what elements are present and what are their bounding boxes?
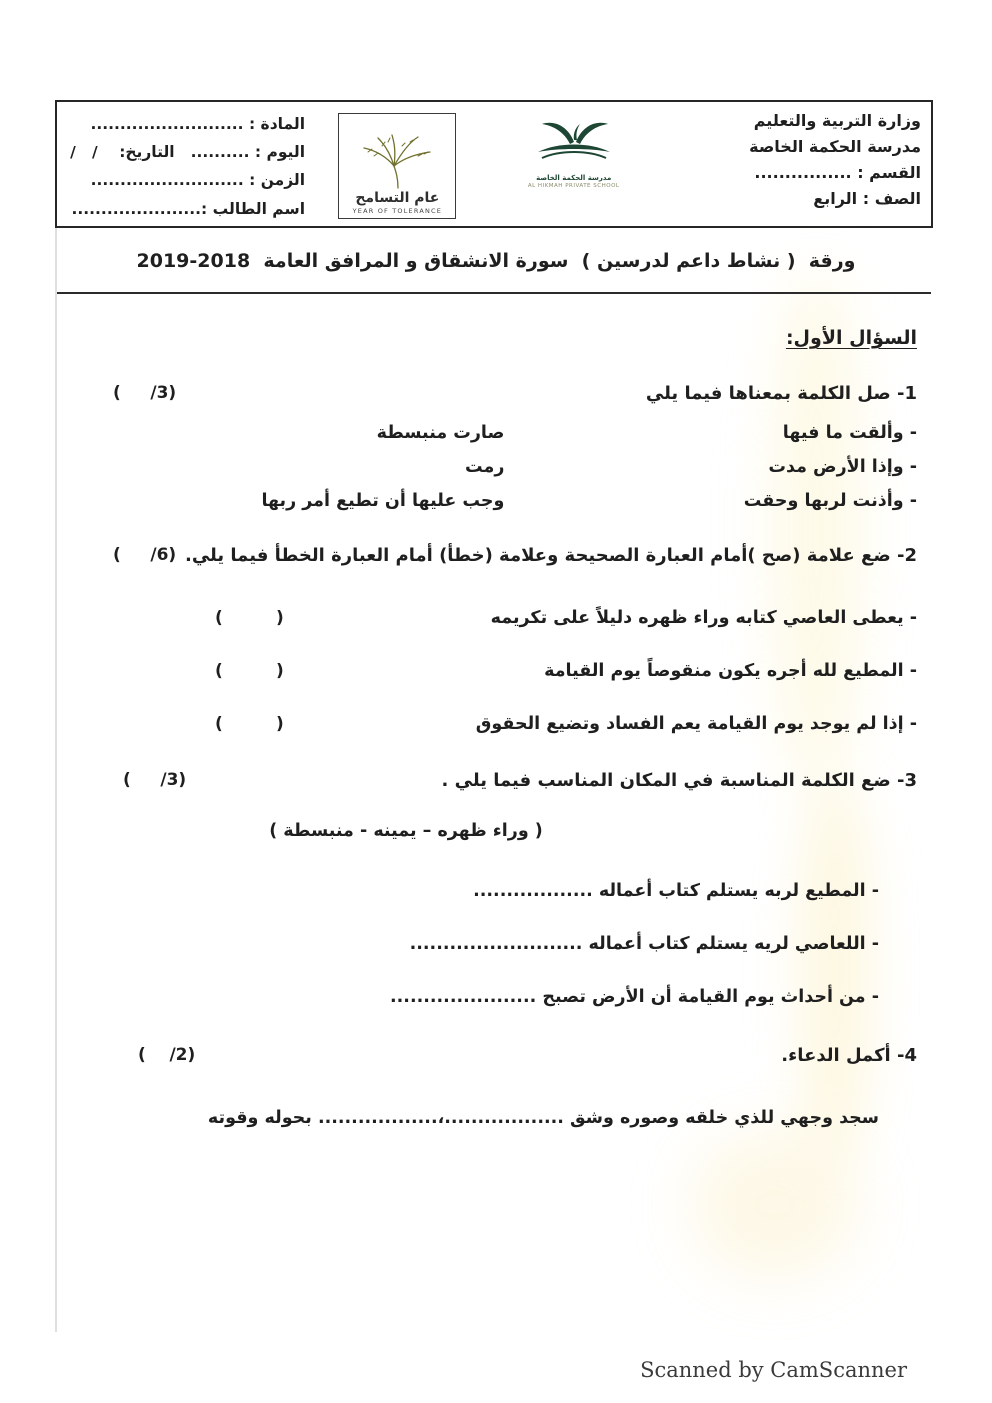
question-1-mark: ( /3) xyxy=(113,383,177,403)
fill-blank-sentence: - اللعاصي لريه يستلم كتاب أعماله .......................... xyxy=(409,934,879,954)
tf-statement-row xyxy=(75,714,917,734)
question-3-header xyxy=(75,770,917,791)
tolerance-logo-box xyxy=(338,113,456,219)
matching-meaning: صارت منبسطة xyxy=(376,423,505,443)
school-logo-icon xyxy=(524,116,624,172)
question-1-text: 1- صل الكلمة بمعناها فيما يلي xyxy=(645,383,917,404)
header-box xyxy=(55,100,933,228)
section-field: القسم : ................ xyxy=(754,162,921,182)
answer-parentheses: ( ) xyxy=(215,608,284,628)
answer-parentheses: ( ) xyxy=(215,661,284,681)
camscanner-watermark: Scanned by CamScanner xyxy=(640,1358,907,1382)
question-3-mark: ( /3) xyxy=(123,770,187,790)
ministry-name: وزارة التربية والتعليم xyxy=(753,111,921,130)
day-field: اليوم : .......... xyxy=(190,143,306,162)
tf-statement-text: - المطيع لله أجره يكون منقوصاً يوم القيامة xyxy=(544,661,917,681)
fill-blank-list xyxy=(75,881,917,1007)
school-logo-name-ar: مدرسة الحكمة الخاصة xyxy=(536,174,612,182)
school-logo xyxy=(490,108,658,189)
question-4-mark: ( /2) xyxy=(138,1045,196,1065)
tolerance-title-en: YEAR OF TOLERANCE xyxy=(352,207,443,215)
fill-blank-sentence: - المطيع لربه يستلم كتاب أعماله .................. xyxy=(473,881,879,901)
day-date-row xyxy=(67,138,305,166)
question-1 xyxy=(75,383,917,518)
question-3-text: 3- ضع الكلمة المناسبة في المكان المناسب فيما يلي . xyxy=(441,770,917,791)
school-name: مدرسة الحكمة الخاصة xyxy=(749,136,921,156)
answer-parentheses: ( ) xyxy=(215,714,284,734)
question-1-header xyxy=(75,383,917,404)
matching-meaning: وجب عليها أن تطيع أمر ربها xyxy=(261,491,505,511)
matching-phrase: - وإذا الأرض مدت xyxy=(768,457,917,477)
header-right-block xyxy=(691,108,921,212)
matching-phrases-column xyxy=(504,416,917,518)
tolerance-tree-icon xyxy=(358,132,436,190)
matching-phrase: - وأذنت لربها وحقت xyxy=(743,491,917,511)
question-3 xyxy=(75,770,917,1007)
question-2-header xyxy=(75,545,917,566)
tf-statement-text: - إذا لم يوجد يوم القيامة يعم الفساد وتضيع الحقوق xyxy=(475,714,917,734)
scan-edge-line xyxy=(55,228,57,1332)
horizontal-divider xyxy=(57,292,931,294)
question-4 xyxy=(75,1045,917,1128)
tf-statement-text: - يعطى العاصي كتابه وراء ظهره دليلاً على تكريمه xyxy=(490,608,917,628)
student-field: اسم الطالب :...................... xyxy=(71,199,306,218)
subject-field: المادة : .......................... xyxy=(90,115,306,133)
word-bank: ( وراء ظهره – يمينه - منبسطة ) xyxy=(269,821,543,841)
date-field: التاريخ: / / xyxy=(70,143,175,162)
time-field: الزمن : .......................... xyxy=(90,171,306,190)
question-2 xyxy=(75,545,917,734)
first-question-label: السؤال الأول: xyxy=(785,327,917,349)
matching-meaning: رمت xyxy=(464,457,505,477)
matching-phrase: - وألقت ما فيها xyxy=(782,423,917,443)
question-2-text: 2- ضع علامة (صح )أمام العبارة الصحيحة وعلامة (خطأ) أمام العبارة الخطأ فيما يلي. xyxy=(184,545,917,566)
tf-statement-row xyxy=(75,661,917,681)
dua-completion-line: سجد وجهي للذي خلقه وصوره وشق ..................،.................. بحوله وقوته xyxy=(207,1108,879,1128)
question-4-text: 4- أكمل الدعاء. xyxy=(781,1045,917,1066)
question-2-mark: ( /6) xyxy=(113,545,177,565)
true-false-list xyxy=(75,608,917,734)
fill-blank-sentence: - من أحداث يوم القيامة أن الأرض تصبح ...................... xyxy=(390,987,879,1007)
header-left-block xyxy=(67,108,305,223)
matching-exercise xyxy=(75,416,917,518)
worksheet-title: ورقة ( نشاط داعم لدرسين ) سورة الانشقاق و المرافق العامة 2018-2019 xyxy=(136,250,856,272)
scan-artifact xyxy=(690,1130,860,1280)
tolerance-title-ar: عام التسامح xyxy=(355,190,440,206)
tf-statement-row xyxy=(75,608,917,628)
matching-meanings-column xyxy=(75,416,504,518)
school-logo-name-en: AL HIKMAH PRIVATE SCHOOL xyxy=(527,183,620,189)
grade-field: الصف : الرابع xyxy=(813,188,921,208)
question-4-header xyxy=(75,1045,917,1066)
